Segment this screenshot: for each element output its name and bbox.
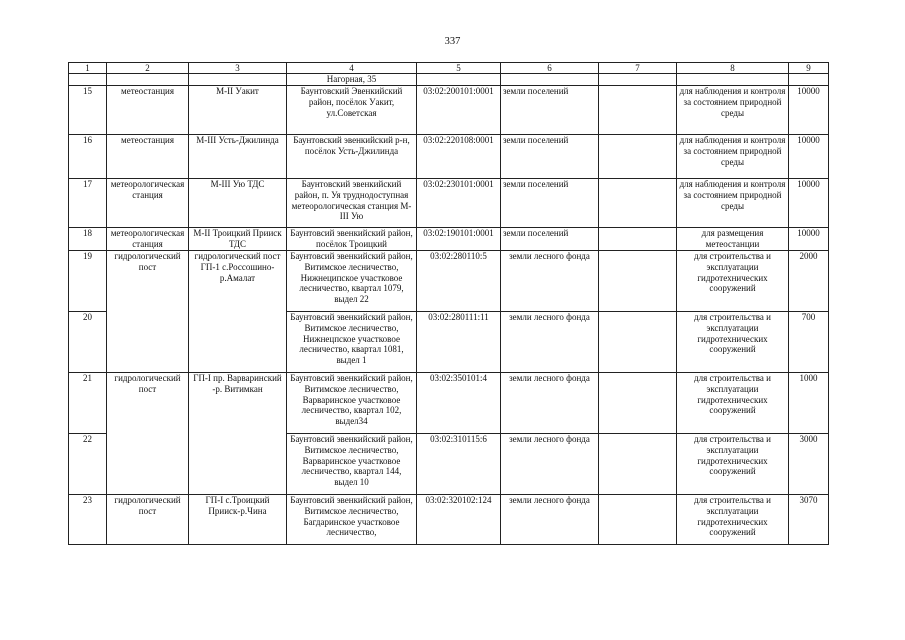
cell-no: 15 xyxy=(69,86,107,135)
column-header: 4 xyxy=(287,63,417,74)
cell-address: Баунтовсий эвенкийский район, Витимское лесничество, Варваринское участковое лесничество, квартал 144, выдел 10 xyxy=(287,434,417,495)
column-header: 7 xyxy=(599,63,677,74)
cell-purpose: для строительства и эксплуатации гидротехнических сооружений xyxy=(677,434,789,495)
cell-col7 xyxy=(599,312,677,373)
cell-area: 3070 xyxy=(789,495,829,545)
cell-col7 xyxy=(599,74,677,86)
cell-col7 xyxy=(599,373,677,434)
cell-land: земли поселений xyxy=(501,135,599,179)
cell-area xyxy=(789,74,829,86)
cell-cadastre: 03:02:350101:4 xyxy=(417,373,501,434)
cell-area: 10000 xyxy=(789,135,829,179)
cell-name: ГП-I пр. Варваринский -р. Витимкан xyxy=(189,373,287,495)
continuation-row xyxy=(69,74,829,86)
cell-cadastre xyxy=(417,74,501,86)
cell-name: М-II Троицкий Прииск ТДС xyxy=(189,228,287,251)
cell-col7 xyxy=(599,228,677,251)
cell-name: М-III Усть-Джилинда xyxy=(189,135,287,179)
cell-area: 1000 xyxy=(789,373,829,434)
cell-address: Баунтовсий эвенкийский район, Витимское лесничество, Багдаринское участковое лесничество, xyxy=(287,495,417,545)
cell-address: Баунтовсий эвенкийский район, посёлок Троицкий xyxy=(287,228,417,251)
column-header: 3 xyxy=(189,63,287,74)
cell-purpose: для наблюдения и контроля за состоянием природной среды xyxy=(677,86,789,135)
cell-land: земли поселений xyxy=(501,228,599,251)
table-row xyxy=(69,86,829,135)
cell-land: земли лесного фонда xyxy=(501,434,599,495)
cell-name: ГП-I с.Троицкий Прииск-р.Чина xyxy=(189,495,287,545)
cell-name xyxy=(189,74,287,86)
cell-col7 xyxy=(599,251,677,312)
cell-cadastre: 03:02:280111:11 xyxy=(417,312,501,373)
cell-no xyxy=(69,74,107,86)
cell-purpose: для строительства и эксплуатации гидротехнических сооружений xyxy=(677,312,789,373)
cell-area: 2000 xyxy=(789,251,829,312)
cell-no: 22 xyxy=(69,434,107,495)
table-row xyxy=(69,228,829,251)
cell-no: 18 xyxy=(69,228,107,251)
cell-type: гидрологический пост xyxy=(107,373,189,495)
cell-cadastre: 03:02:200101:0001 xyxy=(417,86,501,135)
cell-area: 10000 xyxy=(789,179,829,228)
cell-col7 xyxy=(599,495,677,545)
cell-land: земли лесного фонда xyxy=(501,312,599,373)
cell-no: 17 xyxy=(69,179,107,228)
cell-type: метеостанция xyxy=(107,135,189,179)
cell-purpose: для наблюдения и контроля за состоянием природной среды xyxy=(677,135,789,179)
cell-purpose xyxy=(677,74,789,86)
column-header: 8 xyxy=(677,63,789,74)
cell-purpose: для размещения метеостанции xyxy=(677,228,789,251)
cell-address: Баунтовсий эвенкийский район, Витимское лесничество, Нижнеципское участковое лесничество, квартал 1079, выдел 22 xyxy=(287,251,417,312)
cell-land: земли поселений xyxy=(501,86,599,135)
cell-type xyxy=(107,74,189,86)
cell-area: 10000 xyxy=(789,228,829,251)
cell-land: земли лесного фонда xyxy=(501,495,599,545)
cell-cadastre: 03:02:280110:5 xyxy=(417,251,501,312)
column-header: 5 xyxy=(417,63,501,74)
column-header: 6 xyxy=(501,63,599,74)
cell-no: 16 xyxy=(69,135,107,179)
land-register-table xyxy=(68,62,829,545)
cell-cadastre: 03:02:310115:6 xyxy=(417,434,501,495)
cell-cadastre: 03:02:320102:124 xyxy=(417,495,501,545)
table-row xyxy=(69,373,829,434)
table-row xyxy=(69,135,829,179)
cell-address: Баунтовский эвенкийский район, п. Уя труднодоступная метеорологическая станция М-III Ую xyxy=(287,179,417,228)
table-row xyxy=(69,495,829,545)
cell-name: М-III Ую ТДС xyxy=(189,179,287,228)
cell-purpose: для наблюдения и контроля за состоянием природной среды xyxy=(677,179,789,228)
cell-area: 3000 xyxy=(789,434,829,495)
cell-land: земли лесного фонда xyxy=(501,373,599,434)
cell-type: гидрологический пост xyxy=(107,495,189,545)
table-row xyxy=(69,251,829,312)
cell-col7 xyxy=(599,179,677,228)
column-header: 9 xyxy=(789,63,829,74)
cell-no: 19 xyxy=(69,251,107,312)
cell-address: Баунтовский эвенкийский р-н, посёлок Усть-Джилинда xyxy=(287,135,417,179)
cell-cadastre: 03:02:190101:0001 xyxy=(417,228,501,251)
cell-address: Баунтовсий эвенкийский район, Витимское лесничество, Варваринское участковое лесничество, квартал 102, выдел34 xyxy=(287,373,417,434)
cell-cadastre: 03:02:220108:0001 xyxy=(417,135,501,179)
cell-area: 700 xyxy=(789,312,829,373)
cell-no: 20 xyxy=(69,312,107,373)
column-header: 2 xyxy=(107,63,189,74)
cell-type: гидрологический пост xyxy=(107,251,189,373)
cell-address: Баунтовский Эвенкийский район, посёлок Уакит, ул.Советская xyxy=(287,86,417,135)
cell-purpose: для строительства и эксплуатации гидротехнических сооружений xyxy=(677,251,789,312)
column-number-header xyxy=(69,63,829,74)
cell-land xyxy=(501,74,599,86)
cell-land: земли поселений xyxy=(501,179,599,228)
cell-address: Нагорная, 35 xyxy=(287,74,417,86)
cell-col7 xyxy=(599,86,677,135)
table-row xyxy=(69,179,829,228)
cell-area: 10000 xyxy=(789,86,829,135)
column-header: 1 xyxy=(69,63,107,74)
cell-type: метеорологическая станция xyxy=(107,179,189,228)
page-number: 337 xyxy=(444,36,461,47)
cell-purpose: для строительства и эксплуатации гидротехнических сооружений xyxy=(677,373,789,434)
cell-name: гидрологический пост ГП-1 с.Россошино-р.Амалат xyxy=(189,251,287,373)
cell-type: метеорологическая станция xyxy=(107,228,189,251)
cell-no: 21 xyxy=(69,373,107,434)
cell-purpose: для строительства и эксплуатации гидротехнических сооружений xyxy=(677,495,789,545)
cell-address: Баунтовсий эвенкийский район, Витимское лесничество, Нижнецпское участковое лесничество, квартал 1081, выдел 1 xyxy=(287,312,417,373)
cell-no: 23 xyxy=(69,495,107,545)
cell-land: земли лесного фонда xyxy=(501,251,599,312)
cell-col7 xyxy=(599,434,677,495)
cell-col7 xyxy=(599,135,677,179)
cell-name: М-II Уакит xyxy=(189,86,287,135)
cell-cadastre: 03:02:230101:0001 xyxy=(417,179,501,228)
cell-type: метеостанция xyxy=(107,86,189,135)
